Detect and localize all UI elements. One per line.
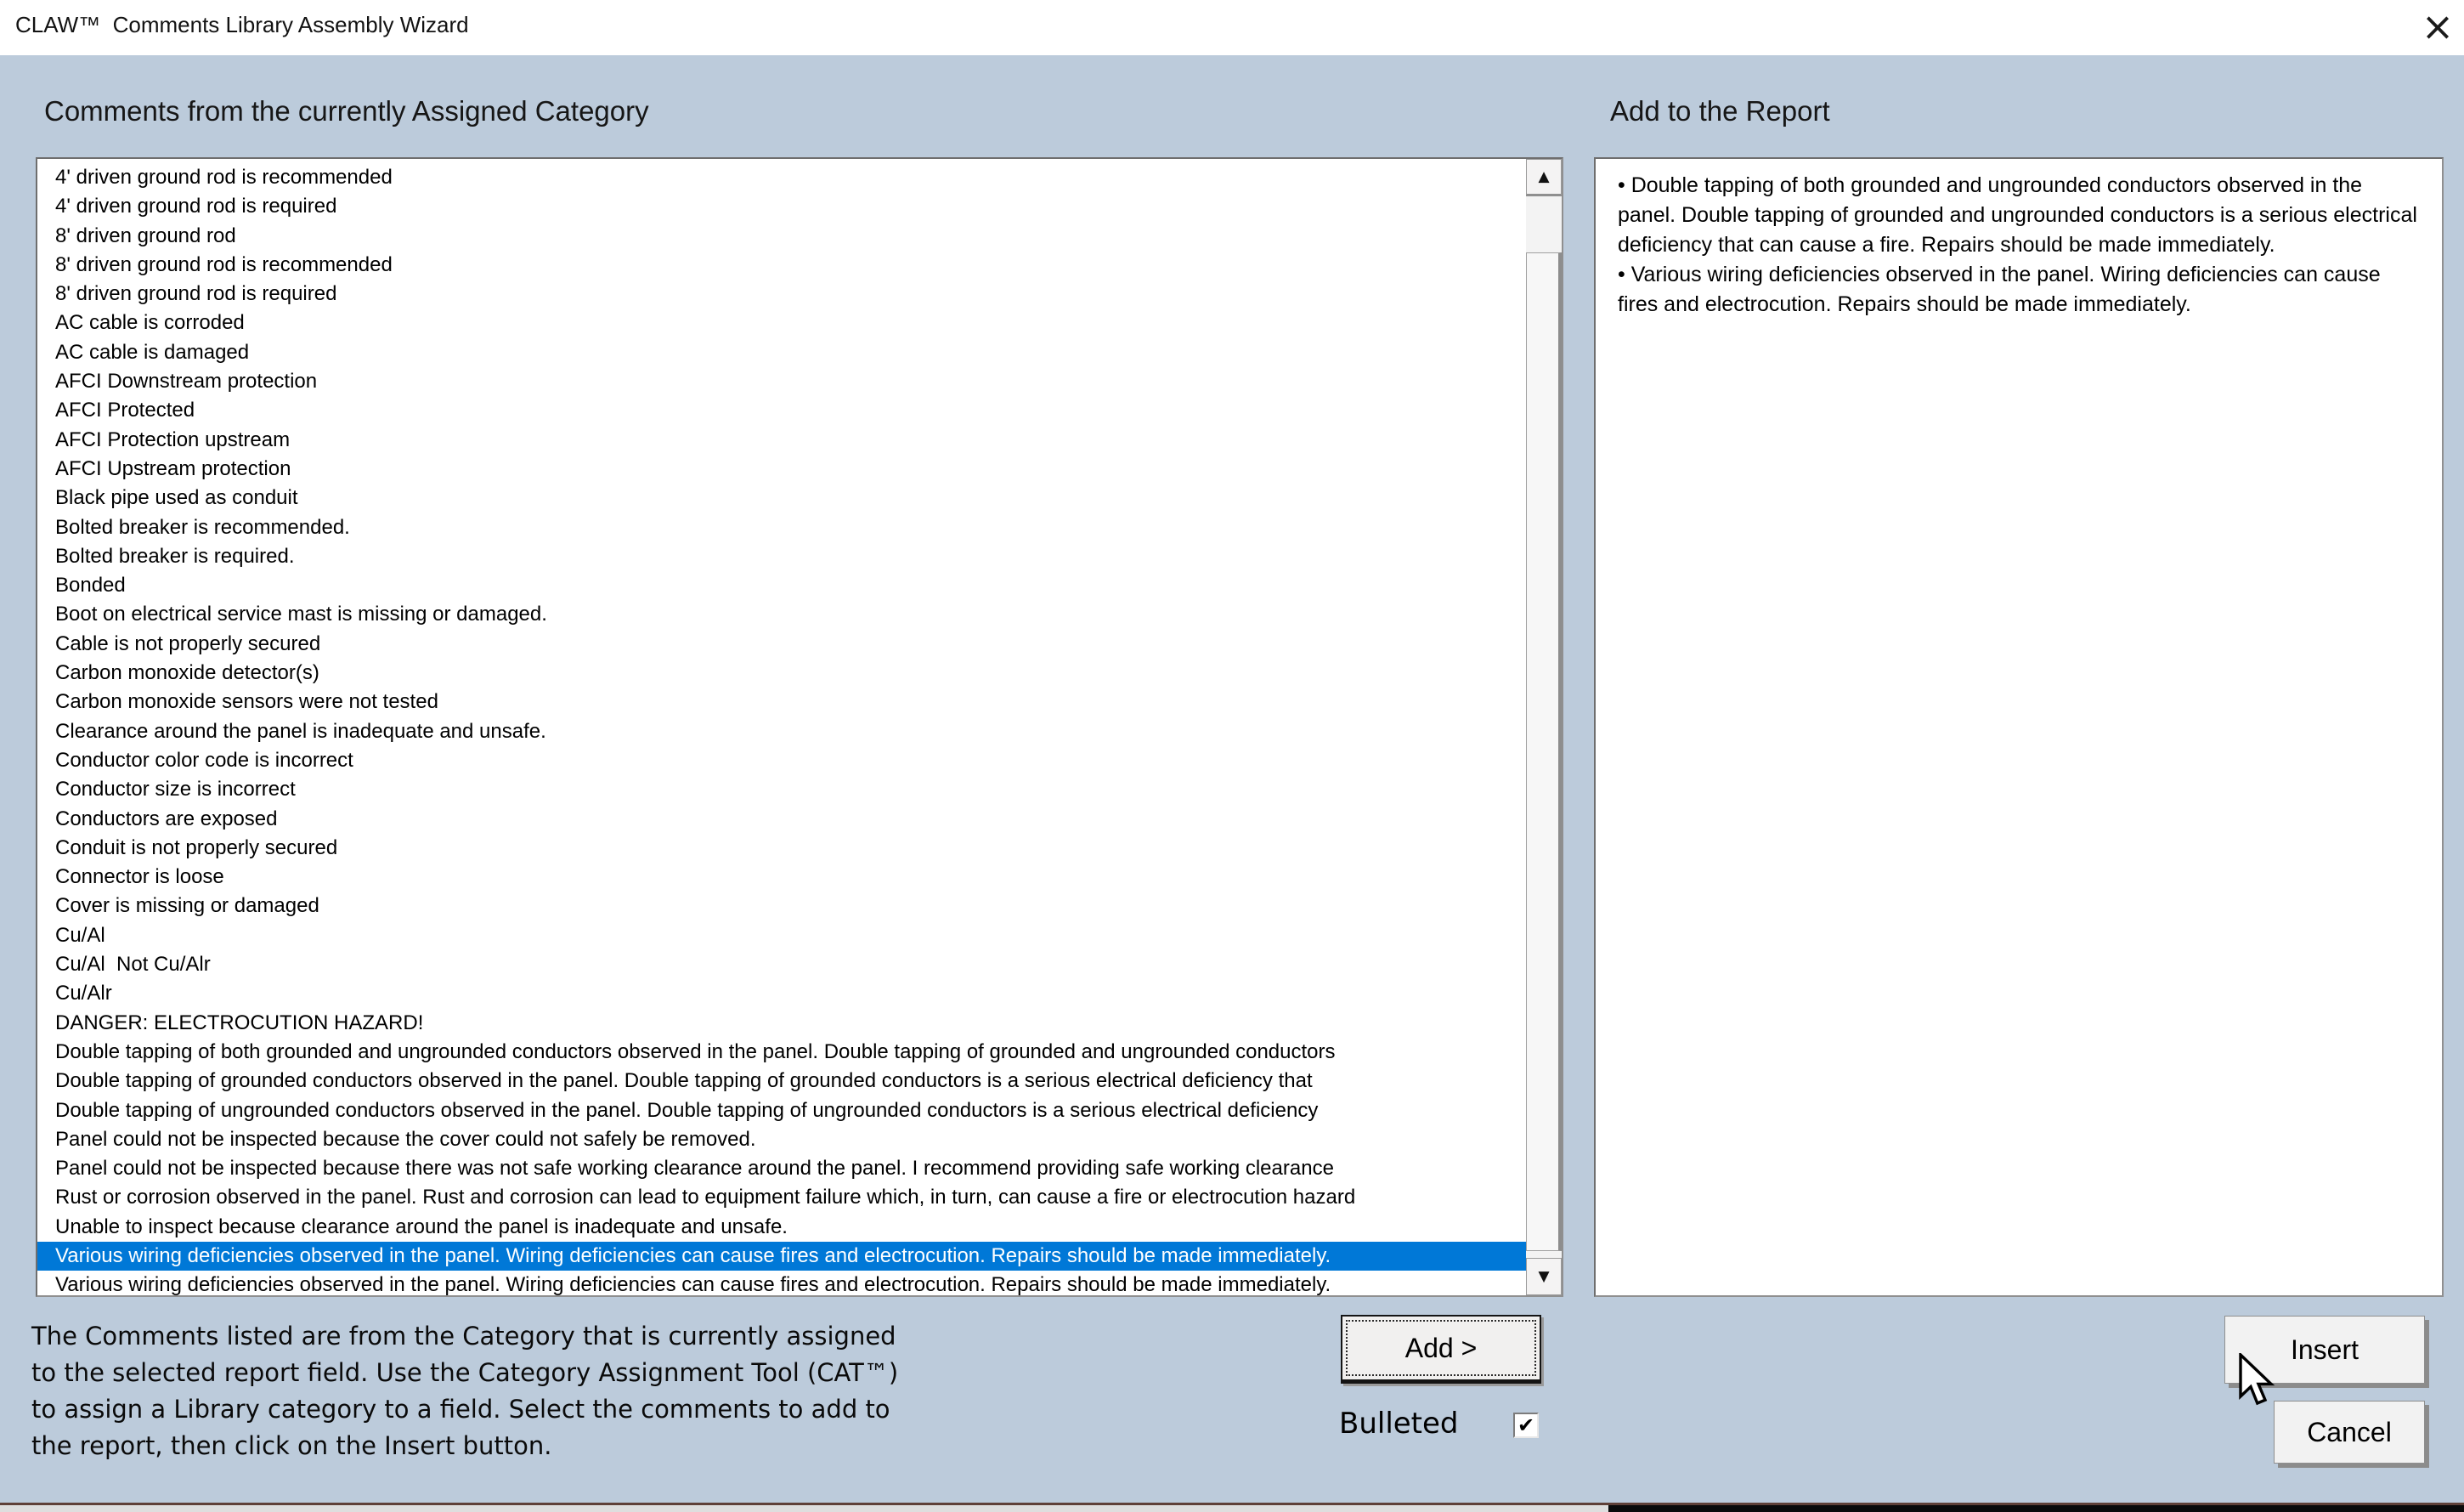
list-item[interactable]: DANGER: ELECTROCUTION HAZARD!	[55, 1011, 424, 1034]
list-item[interactable]: AC cable is corroded	[55, 311, 245, 335]
report-entry: • Various wiring deficiencies observed in the panel. Wiring deficiencies can cause fires and electrocution. Repairs should be made immediately.	[1618, 263, 2381, 316]
mouse-cursor-icon	[2238, 1353, 2279, 1409]
list-item[interactable]: Black pipe used as conduit	[55, 486, 298, 510]
instructions-line: the report, then click on the Insert button.	[31, 1431, 552, 1460]
background-window-edge-dark	[1608, 1505, 2464, 1512]
list-item[interactable]: AFCI Downstream protection	[55, 370, 318, 394]
scroll-down-icon[interactable]: ▼	[1526, 1258, 1562, 1295]
report-text	[1596, 159, 2442, 1295]
vertical-scrollbar[interactable]	[1526, 159, 1562, 1295]
instructions-text	[31, 1318, 1127, 1464]
list-item[interactable]: 8' driven ground rod is required	[55, 282, 337, 306]
list-item[interactable]: 4' driven ground rod is recommended	[55, 166, 393, 189]
list-item[interactable]: Cable is not properly secured	[55, 631, 321, 655]
list-item[interactable]: Panel could not be inspected because the cover could not safely be removed.	[55, 1127, 756, 1151]
titlebar	[0, 0, 2464, 55]
list-item[interactable]: AC cable is damaged	[55, 340, 250, 364]
list-item[interactable]: Bolted breaker is required.	[55, 544, 295, 568]
list-item[interactable]: Double tapping of grounded conductors observed in the panel. Double tapping of grounded conductors is a serious electrical deficiency that	[55, 1069, 1313, 1093]
list-item[interactable]: Boot on electrical service mast is missing or damaged.	[55, 603, 547, 626]
comments-list	[37, 159, 1526, 1295]
list-item[interactable]: AFCI Protected	[55, 399, 195, 422]
list-item[interactable]: Carbon monoxide sensors were not tested	[55, 690, 438, 714]
report-textbox[interactable]	[1594, 157, 2444, 1297]
list-item[interactable]: Conduit is not properly secured	[55, 835, 338, 859]
report-entry: • Double tapping of both grounded and ungrounded conductors observed in the panel. Double tapping of grounded and ungrounded conductors is a serious electrical deficiency that can cause a fire. Repairs should be made immediately.	[1618, 173, 2417, 257]
list-item[interactable]: Double tapping of both grounded and ungrounded conductors observed in the panel. Double tapping of grounded and ungrounded conductors	[55, 1039, 1336, 1063]
right-panel-heading: Add to the Report	[1610, 95, 1830, 127]
insert-button-label: Insert	[2290, 1334, 2359, 1365]
cancel-button-label: Cancel	[2307, 1416, 2392, 1447]
list-item[interactable]: 4' driven ground rod is required	[55, 195, 337, 218]
list-item[interactable]: Various wiring deficiencies observed in the panel. Wiring deficiencies can cause fires and electrocution. Repairs should be made immediately.	[55, 1273, 1331, 1295]
list-item[interactable]: AFCI Upstream protection	[55, 456, 291, 480]
list-item[interactable]: AFCI Protection upstream	[55, 428, 291, 451]
list-item[interactable]: 8' driven ground rod	[55, 224, 236, 247]
close-icon[interactable]: ×	[2421, 3, 2455, 49]
list-item[interactable]: Unable to inspect because clearance around the panel is inadequate and unsafe.	[55, 1215, 788, 1238]
list-item[interactable]: Connector is loose	[55, 865, 224, 889]
instructions-line: to assign a Library category to a field. Select the comments to add to	[31, 1395, 890, 1424]
list-item[interactable]: Panel could not be inspected because there was not safe working clearance around the panel. I recommend providing safe working clearance	[55, 1157, 1334, 1181]
window-title: CLAW™ Comments Library Assembly Wizard	[15, 12, 469, 37]
background-window-edge	[0, 1505, 1608, 1512]
scrollbar-thumb[interactable]	[1526, 252, 1562, 1251]
comments-listbox[interactable]	[36, 157, 1563, 1297]
left-panel-heading: Comments from the currently Assigned Category	[44, 95, 649, 127]
list-item[interactable]: Carbon monoxide detector(s)	[55, 661, 319, 685]
scroll-up-icon[interactable]: ▲	[1526, 159, 1562, 196]
list-item[interactable]: Bonded	[55, 574, 126, 597]
list-item[interactable]: Cu/Al	[55, 923, 105, 947]
check-icon: ✔	[1517, 1413, 1535, 1437]
cancel-button[interactable]	[2274, 1401, 2425, 1464]
list-item[interactable]: Rust or corrosion observed in the panel. Rust and corrosion can lead to equipment failure which, in turn, can cause a fire or electrocution hazard	[55, 1186, 1356, 1209]
add-button-label: Add >	[1404, 1332, 1478, 1363]
list-item[interactable]: Cu/Alr	[55, 982, 112, 1005]
list-item[interactable]: Cu/Al Not Cu/Alr	[55, 953, 211, 977]
list-item[interactable]: Clearance around the panel is inadequate and unsafe.	[55, 719, 546, 743]
list-item[interactable]: Double tapping of ungrounded conductors observed in the panel. Double tapping of ungrounded conductors is a serious electrical deficiency	[55, 1098, 1319, 1122]
list-item[interactable]: Cover is missing or damaged	[55, 894, 319, 918]
list-item[interactable]: Conductor size is incorrect	[55, 778, 296, 801]
list-item[interactable]: Various wiring deficiencies observed in the panel. Wiring deficiencies can cause fires and electrocution. Repairs should be made immediately.	[37, 1242, 1526, 1271]
list-item[interactable]: Conductors are exposed	[55, 807, 278, 830]
bulleted-label: Bulleted	[1339, 1407, 1459, 1441]
add-button[interactable]	[1341, 1315, 1541, 1384]
instructions-line: The Comments listed are from the Category that is currently assigned	[31, 1322, 896, 1351]
bulleted-checkbox[interactable]	[1513, 1413, 1539, 1438]
list-item[interactable]: Conductor color code is incorrect	[55, 748, 353, 772]
focus-ring	[1346, 1320, 1536, 1376]
list-item[interactable]: Bolted breaker is recommended.	[55, 515, 350, 539]
list-item[interactable]: 8' driven ground rod is recommended	[55, 252, 393, 276]
instructions-line: to the selected report field. Use the Category Assignment Tool (CAT™)	[31, 1358, 899, 1387]
